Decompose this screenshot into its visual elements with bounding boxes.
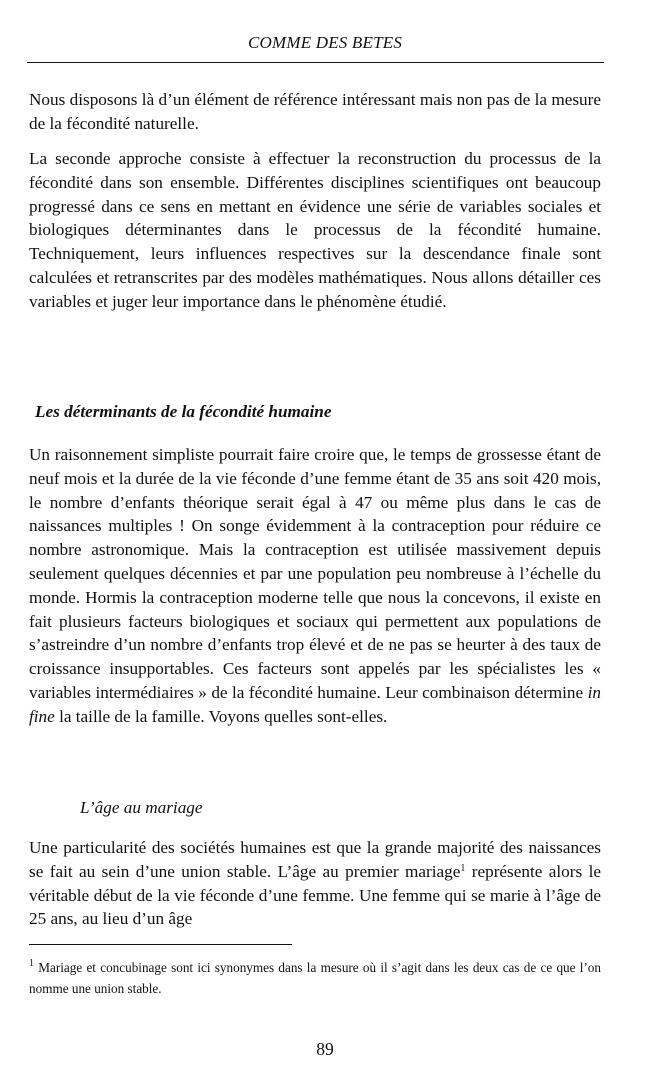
paragraph-4 <box>29 836 601 931</box>
header-rule <box>27 62 604 63</box>
section-heading: Les déterminants de la fécondité humaine <box>35 402 332 421</box>
paragraph-3 <box>29 443 601 729</box>
footnote <box>29 957 601 999</box>
subheading: L’âge au mariage <box>80 798 203 817</box>
paragraph-3-start: Un raisonnement simpliste pourrait faire croire que, le temps de grossesse étant de neuf mois et la durée de la vie féconde d’une femme étant de 35 ans soit 420 mois, le nombre d’enfants théorique serait égal à 47 ou même plus dans le cas de naissances multiples ! On songe évidemment à la contraception pour réduire ce nombre astronomique. Mais la contraception est utilisée massivement depuis seulement quelques décennies et par une population peu nombreuse à l’échelle du monde. Hormis la contraception moderne telle que nous la concevons, il existe en fait plusieurs facteurs biologiques et sociaux qui permettent aux populations de s’astreindre d’un nombre d’enfants trop élevé et de ne pas se heurter à des taux de croissance insupportables. Ces facteurs sont appelés par les spécialistes les « variables intermédiaires » de la fécondité humaine. Leur combinaison détermine <box>29 445 601 702</box>
footnote-marker: 1 <box>29 958 34 969</box>
footnote-rule <box>29 944 292 945</box>
paragraph-4-start: Une particularité des sociétés humaines est que la grande majorité des naissances se fait au sein d’une union stable. L’âge au premier mariage <box>29 838 601 881</box>
footnote-reference[interactable]: 1 <box>460 862 466 874</box>
footnote-text: Mariage et concubinage sont ici synonymes dans la mesure où il s’agit dans les deux cas de ce que l’on nomme une union stable. <box>29 960 601 996</box>
paragraph-3-end: la taille de la famille. Voyons quelles sont-elles. <box>54 706 388 726</box>
paragraph-3-italic: in fine <box>29 682 601 726</box>
running-title: COMME DES BETES <box>247 33 403 52</box>
paragraph-4-end: représente alors le véritable début de la vie féconde d’une femme. Une femme qui se marie à l’âge de 25 ans, au lieu d’un âge <box>29 861 601 929</box>
page-number: 89 <box>316 1039 334 1059</box>
paragraph-1: Nous disposons là d’un élément de référence intéressant mais non pas de la mesure de la fécondité naturelle. <box>29 90 601 133</box>
paragraph-2: La seconde approche consiste à effectuer la reconstruction du processus de la fécondité dans son ensemble. Différentes disciplines scientifiques ont beaucoup progressé dans ce sens en mettant en évidence une série de variables sociales et biologiques déterminantes dans le processus de la fécondité humaine. Techniquement, leurs influences respectives sur la descendance finale sont calculées et retranscrites par des modèles mathématiques. Nous allons détailler ces variables et juger leur importance dans le phénomène étudié. <box>29 149 601 311</box>
